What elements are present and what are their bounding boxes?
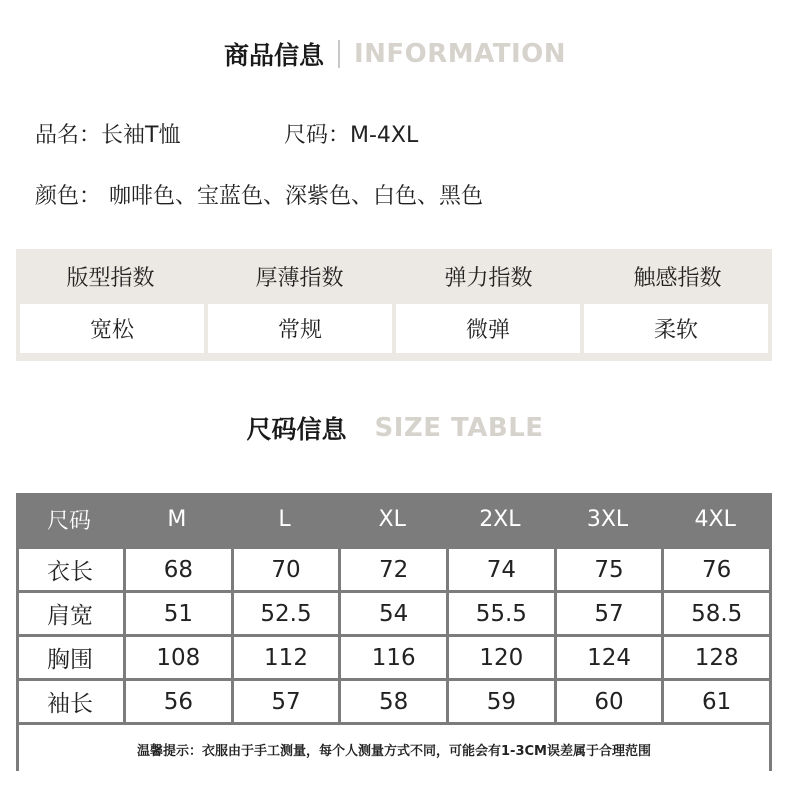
table-cell: 74	[449, 549, 554, 590]
product-name-value: 长袖T恤	[101, 123, 181, 148]
table-cell: 59	[449, 681, 554, 722]
table-row	[19, 549, 769, 590]
size-header-cell: 4XL	[694, 507, 736, 532]
table-cell: 52.5	[234, 593, 339, 634]
row-label-cell: 袖长	[19, 681, 123, 722]
table-cell: 116	[341, 637, 446, 678]
spec-value-cell: 宽松	[20, 304, 204, 353]
row-label-cell: 胸围	[19, 637, 123, 678]
table-cell: 75	[557, 549, 662, 590]
size-header-cell: XL	[378, 507, 406, 532]
table-cell: 58	[341, 681, 446, 722]
table-cell: 56	[126, 681, 231, 722]
product-color-label: 颜色：	[35, 184, 102, 209]
size-section-title	[0, 410, 790, 446]
spec-value-cell: 常规	[208, 304, 392, 353]
product-name	[35, 118, 180, 149]
table-cell: 60	[557, 681, 662, 722]
table-cell: 54	[341, 593, 446, 634]
table-cell: 76	[664, 549, 769, 590]
table-cell: 57	[234, 681, 339, 722]
spec-header-cell: 弹力指数	[444, 266, 533, 291]
title-divider	[338, 40, 340, 68]
table-cell: 112	[234, 637, 339, 678]
table-row	[19, 593, 769, 634]
size-header-cell: M	[167, 507, 187, 532]
product-color	[35, 179, 483, 210]
spec-header-cell: 触感指数	[633, 266, 722, 291]
info-section-title	[0, 36, 790, 72]
table-cell: 61	[664, 681, 769, 722]
product-size-label: 尺码：	[284, 123, 351, 148]
table-cell: 68	[126, 549, 231, 590]
table-cell: 124	[557, 637, 662, 678]
table-cell: 108	[126, 637, 231, 678]
table-cell: 120	[449, 637, 554, 678]
product-size	[284, 118, 418, 149]
size-header-cell: 尺码	[47, 509, 92, 534]
spec-table	[16, 249, 772, 361]
table-cell: 51	[126, 593, 231, 634]
row-label-cell: 衣长	[19, 549, 123, 590]
size-title-en: SIZE TABLE	[374, 413, 544, 443]
size-table-header	[19, 493, 769, 546]
spec-value-cell: 微弹	[396, 304, 580, 353]
spec-table-row	[16, 304, 772, 357]
spec-table-header	[16, 249, 772, 304]
table-cell: 57	[557, 593, 662, 634]
table-cell: 128	[664, 637, 769, 678]
table-cell: 70	[234, 549, 339, 590]
product-name-label: 品名：	[35, 123, 102, 148]
size-header-cell: L	[278, 507, 291, 532]
product-size-value: M-4XL	[350, 123, 419, 148]
table-cell: 55.5	[449, 593, 554, 634]
size-table	[16, 493, 772, 771]
size-title-cn: 尺码信息	[246, 415, 347, 444]
table-cell: 72	[341, 549, 446, 590]
product-color-value: 咖啡色、宝蓝色、深紫色、白色、黑色	[109, 184, 484, 209]
spec-header-cell: 厚薄指数	[255, 266, 344, 291]
info-title-cn: 商品信息	[223, 41, 324, 70]
table-cell: 58.5	[664, 593, 769, 634]
spec-value-cell: 柔软	[584, 304, 768, 353]
info-title-en: INFORMATION	[353, 39, 567, 69]
size-header-cell: 3XL	[586, 507, 629, 532]
table-row	[19, 637, 769, 678]
row-label-cell: 肩宽	[19, 593, 123, 634]
table-row	[19, 681, 769, 722]
spec-header-cell: 版型指数	[66, 266, 155, 291]
measurement-note: 温馨提示：衣服由于手工测量，每个人测量方式不同，可能会有1-3CM误差属于合理范围	[19, 725, 769, 774]
size-header-cell: 2XL	[479, 507, 521, 532]
